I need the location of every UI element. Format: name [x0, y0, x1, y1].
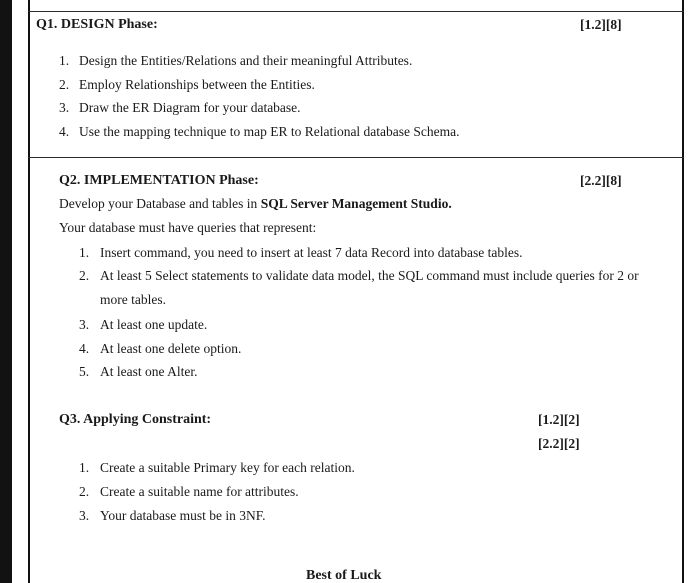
q3-title: Q3. Applying Constraint:	[59, 412, 212, 427]
q1-item-3-number: 3.	[59, 100, 70, 115]
q1-item-3-text: Draw the ER Diagram for your database.	[79, 100, 301, 115]
table-border-left	[28, 0, 30, 583]
q3-marks-2: [2.2][2]	[538, 436, 580, 451]
q2-item-1-number: 1.	[79, 245, 90, 260]
page-left-shadow	[0, 0, 12, 583]
q1-item-1-text: Design the Entities/Relations and their meaningful Attributes.	[79, 53, 413, 68]
q2-item-4-number: 4.	[79, 341, 90, 356]
q2-requirement: Your database must have queries that represent:	[59, 220, 317, 235]
q1-item-1-number: 1.	[59, 53, 70, 68]
q1-item-2-number: 2.	[59, 77, 70, 92]
q3-item-3-text: Your database must be in 3NF.	[100, 508, 266, 523]
q1-title: Q1. DESIGN Phase:	[36, 17, 158, 32]
table-rule-q1-q2	[28, 157, 684, 158]
q2-intro-tool-name: SQL Server Management Studio.	[260, 196, 452, 211]
q3-item-1-text: Create a suitable Primary key for each relation.	[100, 460, 355, 475]
closing-text: Best of Luck	[306, 568, 382, 583]
q3-item-2-text: Create a suitable name for attributes.	[100, 484, 299, 499]
q2-item-2-number: 2.	[79, 268, 90, 283]
q2-item-3-number: 3.	[79, 317, 90, 332]
q3-item-3-number: 3.	[79, 508, 90, 523]
table-rule-top	[28, 11, 684, 12]
q3-item-1-number: 1.	[79, 460, 90, 475]
q2-item-3-text: At least one update.	[100, 317, 208, 332]
q1-item-4-number: 4.	[59, 124, 70, 139]
q3-marks-1: [1.2][2]	[538, 412, 580, 427]
q1-marks: [1.2][8]	[580, 17, 622, 32]
q2-item-2-continuation: more tables.	[100, 292, 166, 307]
q2-title: Q2. IMPLEMENTATION Phase:	[59, 173, 259, 188]
q2-item-4-text: At least one delete option.	[100, 341, 242, 356]
q2-marks: [2.2][8]	[580, 173, 622, 188]
q2-item-1-text: Insert command, you need to insert at least 7 data Record into database tables.	[100, 245, 523, 260]
q1-item-2-text: Employ Relationships between the Entities.	[79, 77, 315, 92]
q1-item-4-text: Use the mapping technique to map ER to Relational database Schema.	[79, 124, 460, 139]
q2-item-2-text: At least 5 Select statements to validate data model, the SQL command must include queries for 2 or	[100, 268, 639, 283]
q2-intro	[59, 196, 452, 212]
q2-intro-text: Develop your Database and tables in	[59, 196, 261, 211]
q3-item-2-number: 2.	[79, 484, 90, 499]
q2-item-5-text: At least one Alter.	[100, 364, 198, 379]
q2-item-5-number: 5.	[79, 364, 90, 379]
table-border-right	[682, 0, 684, 583]
